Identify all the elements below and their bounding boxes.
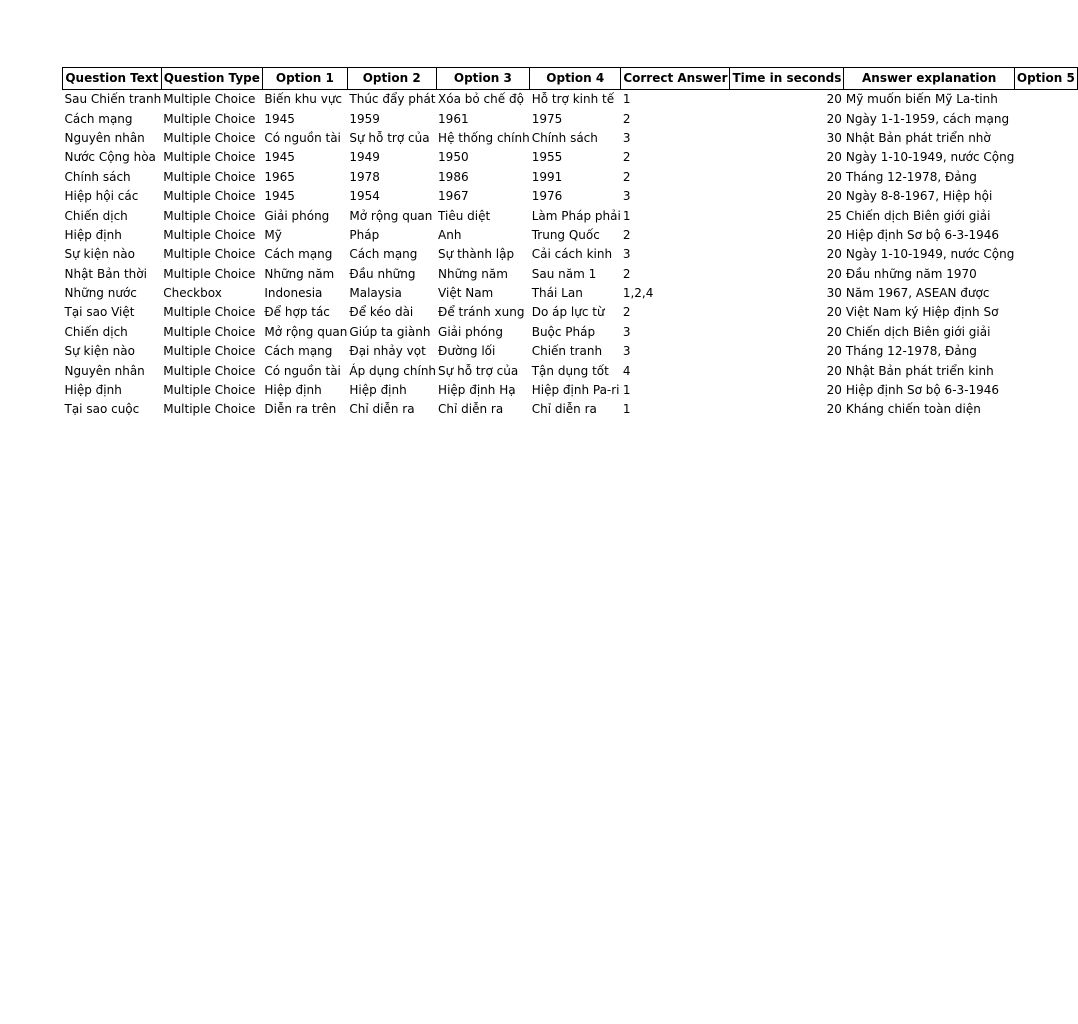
table-cell[interactable]: Cách mạng	[349, 247, 418, 262]
header-cell[interactable]: Option 4	[530, 68, 621, 90]
table-cell[interactable]: Hiệp định	[264, 383, 322, 398]
table-cell[interactable]: 20	[826, 189, 842, 204]
table-cell[interactable]	[1014, 245, 1077, 264]
table-cell[interactable]: Đường lối	[438, 344, 496, 359]
table-cell[interactable]: Tiêu diệt	[438, 208, 491, 223]
table-cell[interactable]	[1014, 284, 1077, 303]
table-cell[interactable]: Multiple Choice	[163, 169, 256, 184]
table-cell[interactable]: Cách mạng	[264, 247, 333, 262]
table-cell[interactable]: 25	[826, 208, 842, 223]
table-cell[interactable]	[1014, 206, 1077, 225]
table-cell[interactable]: Cách mạng	[264, 344, 333, 359]
table-cell[interactable]: 30	[826, 130, 842, 145]
spreadsheet-grid	[62, 67, 1078, 420]
table-cell[interactable]: Cách mạng	[64, 111, 133, 126]
table-cell[interactable]: Sau năm 1	[531, 266, 597, 281]
table-cell[interactable]: Chiến dịch Biên giới giải	[845, 324, 991, 339]
table-cell[interactable]: 1975	[531, 111, 563, 126]
table-cell[interactable]: Để tránh xung	[438, 305, 525, 320]
table-cell[interactable]: 20	[826, 266, 842, 281]
table-cell[interactable]: Multiple Choice	[163, 111, 256, 126]
table-cell[interactable]: Có nguồn tài	[264, 130, 341, 145]
table-cell[interactable]: 2	[622, 305, 631, 320]
table-cell[interactable]: 1954	[349, 189, 380, 204]
table-cell[interactable]: Ngày 1-10-1949, nước Cộng	[845, 247, 1015, 262]
table-cell[interactable]: Kháng chiến toàn diện	[845, 402, 981, 417]
table-cell[interactable]: Mỹ	[264, 227, 282, 242]
header-cell[interactable]: Option 1	[262, 68, 347, 90]
table-cell[interactable]: Giải phóng	[438, 324, 503, 339]
table-cell[interactable]: Hiệp định Sơ bộ 6-3-1946	[845, 383, 1000, 398]
table-cell[interactable]: Malaysia	[349, 286, 402, 301]
table-cell[interactable]: Multiple Choice	[163, 344, 256, 359]
table-cell[interactable]: 1961	[438, 111, 469, 126]
table-cell[interactable]: Ngày 8-8-1967, Hiệp hội	[845, 189, 993, 204]
table-cell[interactable]: Chính sách	[64, 169, 131, 184]
table-cell[interactable]: Multiple Choice	[163, 266, 256, 281]
table-cell[interactable]: 1955	[531, 150, 563, 165]
table-cell[interactable]: Tháng 12-1978, Đảng	[845, 344, 977, 359]
header-cell[interactable]: Question Type	[161, 68, 262, 90]
table-cell[interactable]: 1,2,4	[622, 286, 654, 301]
table-cell[interactable]: Nhật Bản thời	[64, 266, 147, 281]
table-cell[interactable]: 1991	[531, 169, 563, 184]
table-cell[interactable]: Ngày 1-1-1959, cách mạng	[845, 111, 1010, 126]
table-cell[interactable]: Do áp lực từ	[531, 305, 605, 320]
table-cell[interactable]: Nhật Bản phát triển nhờ	[845, 130, 991, 145]
table-cell[interactable]: 4	[622, 363, 631, 378]
table-cell[interactable]	[1014, 342, 1077, 361]
table-cell[interactable]: 1	[622, 92, 631, 107]
table-cell[interactable]: Mở rộng quan	[264, 324, 348, 339]
table-cell[interactable]: Chiến tranh	[531, 344, 603, 359]
table-row	[63, 245, 1078, 264]
table-cell[interactable]: 20	[826, 324, 842, 339]
table-cell[interactable]: 20	[826, 92, 842, 107]
table-cell[interactable]: Hiệp hội các	[64, 189, 139, 204]
table-cell[interactable]: 2	[622, 227, 631, 242]
table-cell[interactable]: Những nước	[64, 286, 137, 301]
table-cell[interactable]: Xóa bỏ chế độ	[438, 92, 524, 107]
table-cell[interactable]: 20	[826, 150, 842, 165]
table-cell[interactable]: Multiple Choice	[163, 247, 256, 262]
table-cell[interactable]: Ngày 1-10-1949, nước Cộng	[845, 150, 1015, 165]
table-cell[interactable]: Sự thành lập	[438, 247, 515, 262]
header-cell[interactable]: Correct Answer	[621, 68, 730, 90]
table-row	[63, 226, 1078, 245]
table-cell[interactable]	[1014, 303, 1077, 322]
table-cell[interactable]: Anh	[438, 227, 462, 242]
table-cell[interactable]: Multiple Choice	[163, 324, 256, 339]
table-row	[63, 303, 1078, 322]
table-cell[interactable]: Multiple Choice	[163, 189, 256, 204]
table-cell[interactable]	[1014, 400, 1077, 419]
table-cell[interactable]: 1949	[349, 150, 380, 165]
table-cell[interactable]: Multiple Choice	[163, 305, 256, 320]
header-cell[interactable]: Question Text	[63, 68, 162, 90]
table-cell[interactable]: Năm 1967, ASEAN được	[845, 286, 990, 301]
table-cell[interactable]: Multiple Choice	[163, 208, 256, 223]
table-cell[interactable]: Sự hỗ trợ của	[349, 130, 430, 145]
table-cell[interactable]: 20	[826, 402, 842, 417]
table-cell[interactable]: Tại sao Việt	[64, 305, 135, 320]
header-cell[interactable]: Option 2	[347, 68, 436, 90]
table-row	[63, 381, 1078, 400]
table-cell[interactable]: Hiệp định Pa-ri	[531, 383, 620, 398]
table-cell[interactable]: Multiple Choice	[163, 383, 256, 398]
table-cell[interactable]: 2	[622, 266, 631, 281]
table-cell[interactable]: Mở rộng quan	[349, 208, 433, 223]
table-cell[interactable]	[1014, 148, 1077, 167]
table-cell[interactable]	[1014, 323, 1077, 342]
table-cell[interactable]: Sự kiện nào	[64, 344, 135, 359]
table-cell[interactable]: Multiple Choice	[163, 92, 256, 107]
table-cell[interactable]: 1965	[264, 169, 295, 184]
table-cell[interactable]: 1945	[264, 189, 295, 204]
table-cell[interactable]: 1	[622, 208, 631, 223]
table-row	[63, 148, 1078, 167]
table-cell[interactable]: Hiệp định Hạ	[438, 383, 516, 398]
table-cell[interactable]: Sau Chiến tranh	[64, 92, 162, 107]
table-cell[interactable]: 2	[622, 169, 631, 184]
table-cell[interactable]: Để hợp tác	[264, 305, 330, 320]
table-cell[interactable]: Chỉ diễn ra	[531, 402, 597, 417]
table-cell[interactable]: 1978	[349, 169, 380, 184]
table-cell[interactable]	[1014, 381, 1077, 400]
table-cell[interactable]: 1959	[349, 111, 380, 126]
table-cell[interactable]	[1014, 265, 1077, 284]
table-cell[interactable]: Để kéo dài	[349, 305, 414, 320]
table-cell[interactable]: 20	[826, 227, 842, 242]
table-cell[interactable]: Chiến dịch Biên giới giải	[845, 208, 991, 223]
table-cell[interactable]	[1014, 168, 1077, 187]
table-row	[63, 109, 1078, 128]
table-cell[interactable]: 20	[826, 344, 842, 359]
table-row	[63, 342, 1078, 361]
question-table	[62, 67, 1078, 420]
table-cell[interactable]: Hệ thống chính	[438, 130, 530, 145]
table-cell[interactable]: Cải cách kinh	[531, 247, 613, 262]
table-cell[interactable]: Thái Lan	[531, 286, 583, 301]
table-cell[interactable]: 20	[826, 111, 842, 126]
table-cell[interactable]: 20	[826, 247, 842, 262]
table-cell[interactable]: Multiple Choice	[163, 363, 256, 378]
table-cell[interactable]: Giúp ta giành	[349, 324, 431, 339]
table-cell[interactable]: 30	[826, 286, 842, 301]
table-row	[63, 323, 1078, 342]
table-cell[interactable]	[1014, 109, 1077, 128]
table-cell[interactable]: Áp dụng chính	[349, 363, 437, 378]
table-row	[63, 187, 1078, 206]
table-cell[interactable]: Nhật Bản phát triển kinh	[845, 363, 994, 378]
header-cell[interactable]: Time in seconds	[730, 68, 844, 90]
table-cell[interactable]: Đại nhảy vọt	[349, 344, 426, 359]
table-cell[interactable]: 1976	[531, 189, 563, 204]
table-cell[interactable]: Nguyên nhân	[64, 363, 145, 378]
table-row	[63, 206, 1078, 225]
table-cell[interactable]: 1945	[264, 111, 295, 126]
table-cell[interactable]: Biến khu vực	[264, 92, 343, 107]
table-cell[interactable]: 3	[622, 130, 631, 145]
header-cell[interactable]: Option 3	[436, 68, 530, 90]
table-cell[interactable]: 3	[622, 189, 631, 204]
table-cell[interactable]: Multiple Choice	[163, 130, 256, 145]
table-cell[interactable]: Hiệp định	[64, 383, 122, 398]
table-cell[interactable]: Việt Nam ký Hiệp định Sơ	[845, 305, 999, 320]
table-cell[interactable]: Có nguồn tài	[264, 363, 341, 378]
table-cell[interactable]	[1014, 226, 1077, 245]
table-cell[interactable]	[1014, 129, 1077, 148]
header-cell[interactable]: Option 5	[1014, 68, 1077, 90]
table-cell[interactable]: Giải phóng	[264, 208, 330, 223]
table-cell[interactable]: Multiple Choice	[163, 402, 256, 417]
table-cell[interactable]: 3	[622, 344, 631, 359]
table-body	[63, 90, 1078, 420]
table-cell[interactable]: Tận dụng tốt	[531, 363, 609, 378]
table-cell[interactable]: Hiệp định	[64, 227, 122, 242]
table-cell[interactable]: Chính sách	[531, 130, 598, 145]
table-cell[interactable]: Việt Nam	[438, 286, 494, 301]
table-cell[interactable]: Buộc Pháp	[531, 324, 596, 339]
table-cell[interactable]: 20	[826, 305, 842, 320]
table-cell[interactable]: Nước Cộng hòa	[64, 150, 156, 165]
table-cell[interactable]: Pháp	[349, 227, 380, 242]
table-cell[interactable]: 1950	[438, 150, 469, 165]
table-cell[interactable]: Thúc đẩy phát	[349, 92, 436, 107]
table-cell[interactable]: Checkbox	[163, 286, 222, 301]
table-cell[interactable]: Tháng 12-1978, Đảng	[845, 169, 977, 184]
table-row	[63, 361, 1078, 380]
table-cell[interactable]: 1967	[438, 189, 469, 204]
table-cell[interactable]: Những năm	[438, 266, 508, 281]
table-cell[interactable]: Chiến dịch	[64, 324, 128, 339]
table-cell[interactable]: 20	[826, 363, 842, 378]
table-cell[interactable]: Hiệp định Sơ bộ 6-3-1946	[845, 227, 1000, 242]
table-cell[interactable]: Trung Quốc	[531, 227, 600, 242]
table-row	[63, 284, 1078, 303]
table-cell[interactable]: Đầu những năm 1970	[845, 266, 977, 281]
table-cell[interactable]: Chỉ diễn ra	[349, 402, 415, 417]
table-cell[interactable]: 3	[622, 247, 631, 262]
table-row	[63, 90, 1078, 110]
table-cell[interactable]: 3	[622, 324, 631, 339]
table-cell[interactable]: Những năm	[264, 266, 335, 281]
header-cell[interactable]: Answer explanation	[844, 68, 1015, 90]
table-cell[interactable]: Chỉ diễn ra	[438, 402, 504, 417]
table-cell[interactable]: Làm Pháp phải	[531, 208, 621, 223]
table-cell[interactable]: 1986	[438, 169, 469, 184]
table-cell[interactable]: 1	[622, 383, 631, 398]
table-row	[63, 265, 1078, 284]
table-cell[interactable]: 2	[622, 111, 631, 126]
table-cell[interactable]: Diễn ra trên	[264, 402, 337, 417]
table-cell[interactable]: 1945	[264, 150, 295, 165]
table-cell[interactable]	[1014, 187, 1077, 206]
table-cell[interactable]: Đầu những	[349, 266, 416, 281]
table-cell[interactable]: Multiple Choice	[163, 150, 256, 165]
table-cell[interactable]: Hỗ trợ kinh tế	[531, 92, 615, 107]
table-cell[interactable]: Tại sao cuộc	[64, 402, 140, 417]
table-cell[interactable]: 1	[622, 402, 631, 417]
table-cell[interactable]: Sự hỗ trợ của	[438, 363, 519, 378]
table-cell[interactable]: Mỹ muốn biến Mỹ La-tinh	[845, 92, 998, 107]
header-row	[63, 68, 1078, 90]
table-cell[interactable]: Multiple Choice	[163, 227, 256, 242]
table-cell[interactable]: Hiệp định	[349, 383, 407, 398]
table-cell[interactable]	[1014, 90, 1077, 110]
table-cell[interactable]	[1014, 361, 1077, 380]
table-cell[interactable]: Nguyên nhân	[64, 130, 145, 145]
table-row	[63, 168, 1078, 187]
table-cell[interactable]: 20	[826, 383, 842, 398]
table-cell[interactable]: Chiến dịch	[64, 208, 128, 223]
table-row	[63, 400, 1078, 419]
table-cell[interactable]: Sự kiện nào	[64, 247, 135, 262]
table-cell[interactable]: 2	[622, 150, 631, 165]
table-cell[interactable]: Indonesia	[264, 286, 323, 301]
table-cell[interactable]: 20	[826, 169, 842, 184]
table-row	[63, 129, 1078, 148]
